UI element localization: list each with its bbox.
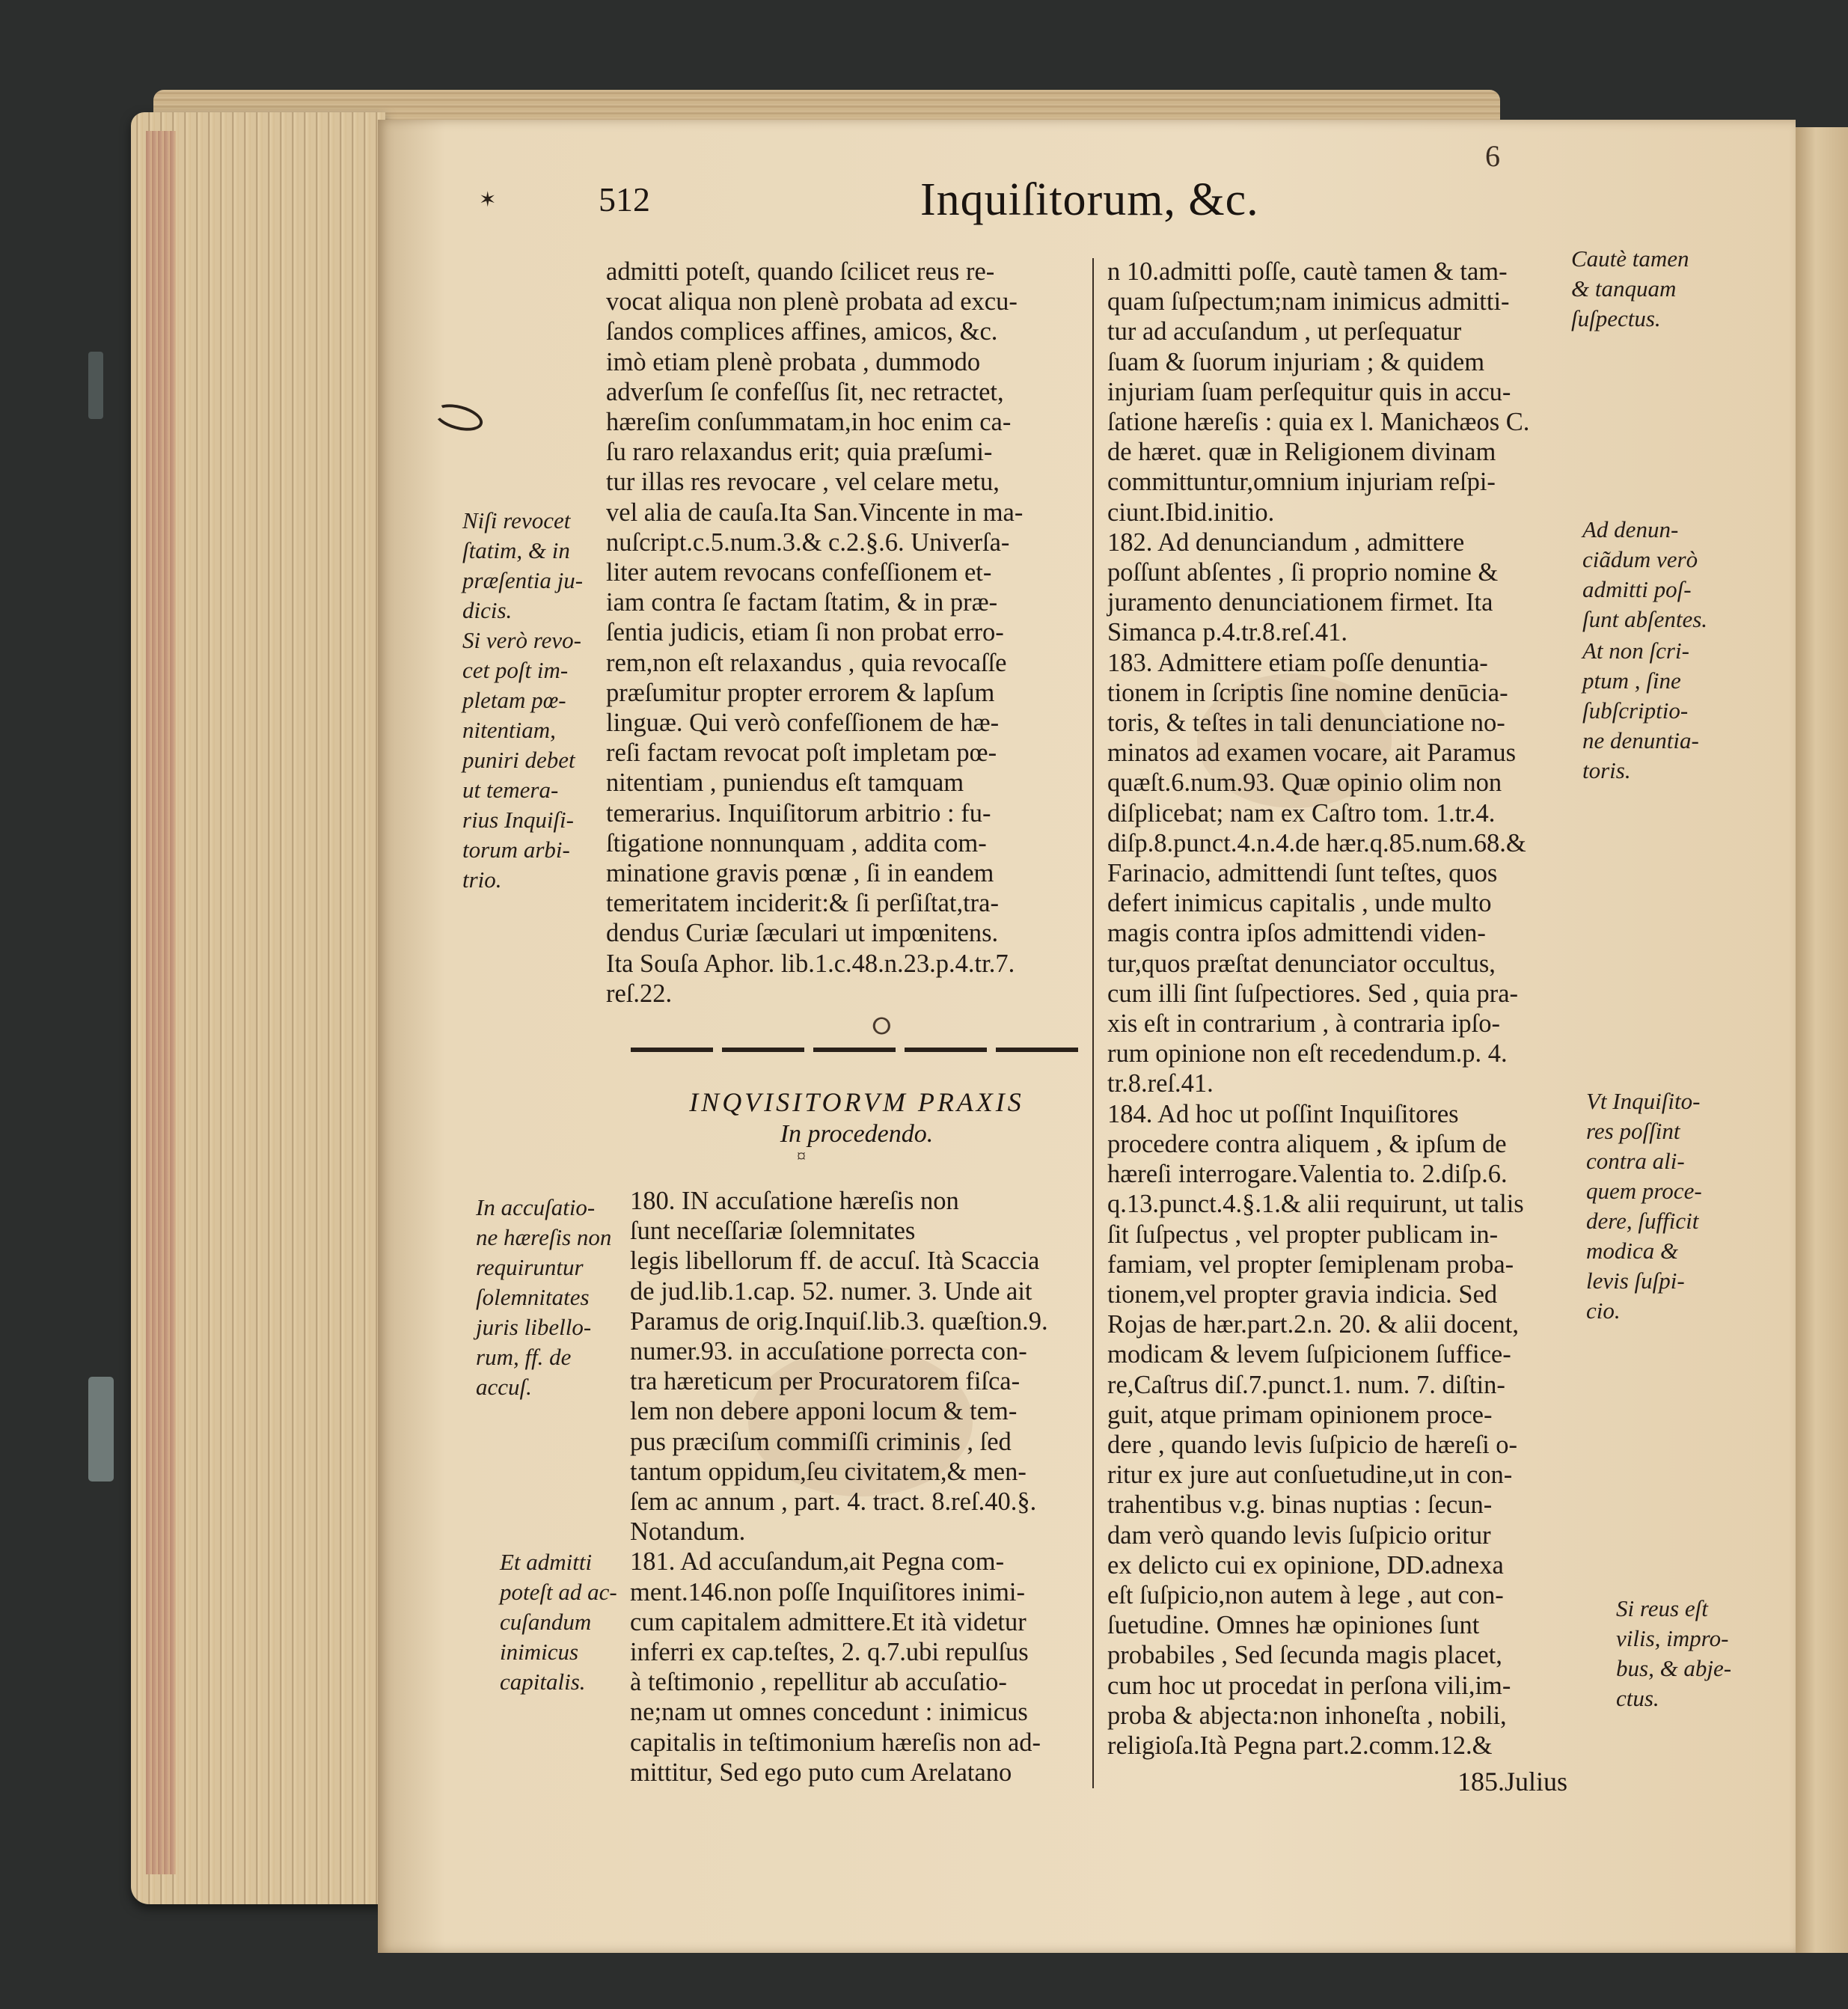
left-text-column	[606, 257, 1085, 1009]
section-divider	[631, 1048, 1083, 1052]
text-line: lem non debere apponi locum & tem-	[630, 1397, 1018, 1426]
text-line: probabiles , Sed ſecunda magis placet,	[1107, 1641, 1502, 1670]
text-line: toris, & teſtes in tali denunciatione no-	[1107, 709, 1505, 738]
text-line: ne;nam ut omnes concedunt : inimicus	[630, 1698, 1028, 1727]
margin-line: ut temera-	[462, 777, 559, 803]
margin-note-right-4	[1586, 1086, 1702, 1326]
text-line: injuriam ſuam perſequitur quis in accu-	[1107, 377, 1511, 406]
text-line: poſſunt abſentes , ſi proprio nomine &	[1107, 558, 1499, 587]
margin-line: nitentiam,	[462, 717, 556, 743]
text-line: ſu raro relaxandus erit; quia præſumi-	[606, 438, 993, 467]
book-page-stack	[131, 112, 385, 1904]
page-number: 512	[599, 180, 650, 218]
margin-line: trio.	[462, 866, 502, 893]
margin-line: poteſt ad ac-	[500, 1579, 617, 1605]
margin-line: ne hæreſis non	[476, 1224, 612, 1250]
text-line: cum capitalem admittere.Et ità videtur	[630, 1607, 1027, 1636]
margin-note-right-1	[1571, 244, 1689, 334]
text-line: tantum oppidum,ſeu civitatem,& men-	[630, 1457, 1027, 1486]
text-line: trahentibus v.g. binas nuptias : ſecun-	[1107, 1490, 1493, 1520]
text-line: tionem in ſcriptis ſine nomine denūcia-	[1107, 678, 1508, 707]
text-line: juramento denunciationem firmet. Ita	[1107, 588, 1493, 617]
text-line: ſuetudine. Omnes hæ opiniones ſunt	[1107, 1611, 1480, 1640]
text-line: rum opinione non eſt recedendum.p. 4.	[1107, 1039, 1508, 1068]
margin-line: juris libello-	[476, 1314, 592, 1340]
text-line: nuſcript.c.5.num.3.& c.2.§.6. Univerſa-	[606, 528, 1010, 557]
margin-line: res poſſint	[1586, 1118, 1680, 1144]
text-line: magis contra ipſos admittendi viden-	[1107, 919, 1486, 948]
text-line: cum hoc ut procedat in perſona vili,im-	[1107, 1671, 1511, 1700]
margin-line: Si reus eſt	[1616, 1595, 1708, 1621]
margin-line: ſolemnitates	[476, 1284, 590, 1310]
text-line: nitentiam , puniendus eſt tamquam	[606, 768, 964, 798]
margin-line: Et admitti	[500, 1549, 593, 1575]
text-line: vocat aliqua non plenè probata ad excu-	[606, 287, 1018, 317]
text-line: præſumitur propter errorem & lapſum	[606, 678, 995, 707]
margin-line: Niſi revocet	[462, 507, 571, 533]
margin-line: cio.	[1586, 1297, 1621, 1324]
text-line: dere , quando levis ſuſpicio de hæreſi o-	[1107, 1430, 1518, 1459]
text-line: ment.146.non poſſe Inquiſitores inimi-	[630, 1577, 1025, 1606]
margin-line: In accuſatio-	[476, 1194, 596, 1220]
margin-line: ſunt abſentes.	[1582, 606, 1708, 632]
text-line: pus præciſum commiſſi criminis , ſed	[630, 1427, 1012, 1456]
margin-line: toris.	[1582, 757, 1631, 783]
text-line: tur illas res revocare , vel celare metu,	[606, 468, 1000, 497]
text-line: Paramus de orig.Inquiſ.lib.3. quæſtion.9.	[630, 1306, 1048, 1336]
margin-line: ciãdum verò	[1582, 546, 1698, 572]
text-line: tr.8.reſ.41.	[1107, 1069, 1214, 1098]
margin-line: At non ſcri-	[1582, 637, 1689, 664]
text-line: inferri ex cap.teſtes, 2. q.7.ubi repulſus	[630, 1638, 1029, 1667]
text-line: defert inimicus capitalis , unde multo	[1107, 889, 1492, 918]
text-line: Ita Souſa Aphor. lib.1.c.48.n.23.p.4.tr.7.	[606, 949, 1015, 978]
margin-line: quem proce-	[1586, 1178, 1702, 1204]
text-line: quæſt.6.num.93. Quæ opinio olim non	[1107, 768, 1502, 798]
margin-line: bus, & abje-	[1616, 1655, 1732, 1681]
text-line: 183. Admittere etiam poſſe denuntia-	[1107, 648, 1488, 677]
text-line: committuntur,omnium injuriam reſpi-	[1107, 468, 1496, 497]
text-line: legis libellorum ff. de accuſ. Ità Scaccia	[630, 1247, 1040, 1276]
ornament-mark: ¤	[797, 1147, 806, 1166]
text-line: xis eſt in contrarium , à contraria ipſo-	[1107, 1009, 1500, 1039]
running-title: Inquiſitorum, &c.	[920, 174, 1259, 225]
text-line: ſuam & ſuorum injuriam ; & quidem	[1107, 347, 1485, 376]
text-line: tur ad accuſandum , ut perſequatur	[1107, 317, 1462, 346]
left-text-column-lower	[630, 1186, 1094, 1788]
text-line: admitti poteſt, quando ſcilicet reus re-	[606, 257, 995, 286]
margin-line: inimicus	[500, 1639, 579, 1665]
margin-line: ctus.	[1616, 1685, 1659, 1711]
red-page-edges	[146, 131, 176, 1874]
text-line: minatione gravis pœnæ , ſi in eandem	[606, 859, 994, 888]
text-line: ſunt neceſſariæ ſolemnitates	[630, 1217, 916, 1246]
text-line: tur,quos præſtat denunciator occultus,	[1107, 949, 1496, 978]
margin-line: ptum , ſine	[1582, 667, 1681, 694]
book-clasp-lower	[88, 1377, 114, 1481]
text-line: temerarius. Inquiſitorum arbitrio : fu-	[606, 798, 991, 828]
text-line: temeritatem inciderit:& ſi perſiſtat,tra-	[606, 889, 999, 918]
text-line: tra hæreticum per Procuratorem fiſca-	[630, 1367, 1021, 1396]
margin-line: admitti poſ-	[1582, 576, 1692, 602]
text-line: à teſtimonio , repellitur ab accuſatio-	[630, 1668, 1007, 1697]
margin-note-left-1	[462, 506, 583, 626]
text-line: liter autem revocans confeſſionem et-	[606, 558, 992, 587]
text-line: n 10.admitti poſſe, cautè tamen & tam-	[1107, 257, 1508, 286]
text-line: cum illi ſint ſuſpectiores. Sed , quia pra-	[1107, 979, 1519, 1008]
margin-line: dicis.	[462, 597, 513, 623]
margin-line: rius Inquiſi-	[462, 807, 574, 833]
margin-note-right-5	[1616, 1594, 1731, 1713]
text-line: 182. Ad denunciandum , admittere	[1107, 528, 1465, 557]
asterisk-mark: ✶	[479, 189, 497, 212]
text-line: Notandum.	[630, 1517, 746, 1547]
text-line: ſem ac annum , part. 4. tract. 8.reſ.40.§.	[630, 1487, 1037, 1517]
text-line: eſt ſuſpicio,non autem à lege , aut con-	[1107, 1580, 1504, 1609]
text-line: rem,non eſt relaxandus , quia revocaſſe	[606, 648, 1007, 677]
margin-line: Ad denun-	[1582, 516, 1679, 542]
text-line: linguæ. Qui verò confeſſionem de hæ-	[606, 709, 1000, 738]
text-line: mittitur, Sed ego puto cum Arelatano	[630, 1758, 1012, 1787]
text-line: numer.93. in accuſatione porrecta con-	[630, 1337, 1027, 1366]
right-text-column	[1107, 257, 1601, 1761]
margin-line: torum arbi-	[462, 837, 570, 863]
text-line: reſi factam revocat poſt impletam pœ-	[606, 739, 997, 768]
text-line: hæreſim conſummatam,in hoc enim ca-	[606, 408, 1012, 437]
margin-line: ne denuntia-	[1582, 727, 1699, 753]
text-line: q.13.punct.4.§.1.& alii requirunt, ut talis	[1107, 1190, 1524, 1219]
text-line: vel alia de cauſa.Ita San.Vincente in ma-	[606, 498, 1024, 527]
text-line: de hæret. quæ in Religionem divinam	[1107, 438, 1496, 467]
text-line: minatos ad examen vocare, ait Paramus	[1107, 739, 1517, 768]
margin-line: ſtatim, & in	[462, 537, 570, 563]
text-line: 180. IN accuſatione hæreſis non	[630, 1187, 959, 1215]
text-line: Simanca p.4.tr.8.reſ.41.	[1107, 618, 1347, 647]
book-clasp-upper	[88, 352, 103, 419]
text-line: 184. Ad hoc ut poſſint Inquiſitores	[1107, 1099, 1459, 1128]
text-line: proba & abjecta:non inhoneſta , nobili,	[1107, 1701, 1507, 1730]
margin-line: levis ſuſpi-	[1586, 1268, 1685, 1294]
text-line: capitalis in teſtimonium hæreſis non ad-	[630, 1728, 1041, 1757]
column-rule	[1092, 258, 1094, 1788]
catchword: 185.Julius	[1457, 1767, 1568, 1797]
margin-line: cuſandum	[500, 1609, 592, 1635]
text-line: ſentia judicis, etiam ſi non probat erro-	[606, 618, 1004, 647]
margin-line: & tanquam	[1571, 275, 1677, 302]
text-line: ritur ex jure aut conſuetudine,ut in con-	[1107, 1461, 1513, 1490]
margin-note-left-4	[500, 1547, 617, 1697]
ornament-mark: ⵔ	[872, 1015, 892, 1039]
text-line: reſ.22.	[606, 979, 673, 1008]
corner-mark: 6	[1485, 139, 1500, 173]
text-line: procedere contra aliquem , & ipſum de	[1107, 1129, 1507, 1158]
text-line: ciunt.Ibid.initio.	[1107, 498, 1275, 527]
text-line: Rojas de hær.part.2.n. 20. & alii docent,	[1107, 1310, 1519, 1339]
facing-page-edge	[1794, 127, 1848, 1953]
text-line: diſp.8.punct.4.n.4.de hær.q.85.num.68.&	[1107, 828, 1526, 857]
text-line: ſtigatione nonnunquam , addita com-	[606, 828, 987, 857]
margin-line: vilis, impro-	[1616, 1625, 1729, 1651]
text-line: famiam, vel propter ſemiplenam proba-	[1107, 1250, 1514, 1279]
page-header	[0, 139, 1848, 239]
text-line: ſandos complices affines, amicos, &c.	[606, 317, 998, 346]
section-subtitle: In procedendo.	[780, 1120, 934, 1148]
margin-line: Vt Inquiſito-	[1586, 1088, 1701, 1114]
text-line: 181. Ad accuſandum,ait Pegna com-	[630, 1547, 1005, 1577]
text-line: ex delicto cui ex opinione, DD.adnexa	[1107, 1550, 1504, 1580]
margin-line: requiruntur	[476, 1254, 584, 1280]
margin-line: ſubſcriptio-	[1582, 697, 1689, 724]
margin-line: Cautè tamen	[1571, 245, 1689, 272]
margin-line: ſuſpectus.	[1571, 305, 1661, 331]
text-line: adverſum ſe confeſſus ſit, nec retractet,	[606, 377, 1004, 406]
text-line: quam ſuſpectum;nam inimicus admitti-	[1107, 287, 1510, 317]
margin-line: præſentia ju-	[462, 567, 584, 593]
text-line: ſatione hæreſis : quia ex l. Manichæos C.	[1107, 408, 1530, 437]
margin-line: Si verò revo-	[462, 627, 581, 653]
margin-note-right-2	[1582, 515, 1707, 634]
text-line: modicam & levem ſuſpicionem ſuffice-	[1107, 1340, 1511, 1369]
margin-line: capitalis.	[500, 1669, 586, 1695]
text-line: dendus Curiæ ſæculari ut impœnitens.	[606, 919, 999, 948]
margin-note-left-2	[462, 626, 581, 895]
text-line: tionem,vel propter gravia indicia. Sed	[1107, 1279, 1498, 1309]
text-line: guit, atque primam opinionem proce-	[1107, 1400, 1493, 1429]
margin-line: accuſ.	[476, 1374, 532, 1400]
section-title: INQVISITORVM PRAXIS	[689, 1087, 1024, 1117]
text-line: religioſa.Ità Pegna part.2.comm.12.&	[1107, 1731, 1493, 1760]
text-line: de jud.lib.1.cap. 52. numer. 3. Unde ait	[630, 1276, 1032, 1306]
margin-note-right-3	[1582, 636, 1699, 786]
margin-line: contra ali-	[1586, 1148, 1685, 1174]
margin-line: cet poſt im-	[462, 657, 569, 683]
margin-line: dere, ſufficit	[1586, 1208, 1699, 1234]
text-line: imò etiam plenè probata , dummodo	[606, 347, 981, 376]
margin-line: modica &	[1586, 1238, 1679, 1264]
margin-line: pletam pœ-	[462, 687, 566, 713]
text-line: hæreſi interrogare.Valentia to. 2.diſp.6.	[1107, 1160, 1508, 1189]
text-line: iam contra ſe factam ſtatim, & in præ-	[606, 588, 998, 617]
text-line: dam verò quando levis ſuſpicio oritur	[1107, 1520, 1491, 1550]
text-line: re,Caſtrus diſ.7.punct.1. num. 7. diſtin-	[1107, 1370, 1505, 1399]
text-line: Farinacio, admittendi ſunt teſtes, quos	[1107, 859, 1498, 888]
text-line: diſplicebat; nam ex Caſtro tom. 1.tr.4.	[1107, 798, 1496, 828]
margin-line: rum, ff. de	[476, 1344, 572, 1370]
text-line: ſit ſuſpectus , vel propter publicam in-	[1107, 1220, 1499, 1249]
margin-note-left-3	[476, 1193, 611, 1402]
margin-line: puniri debet	[462, 747, 575, 773]
